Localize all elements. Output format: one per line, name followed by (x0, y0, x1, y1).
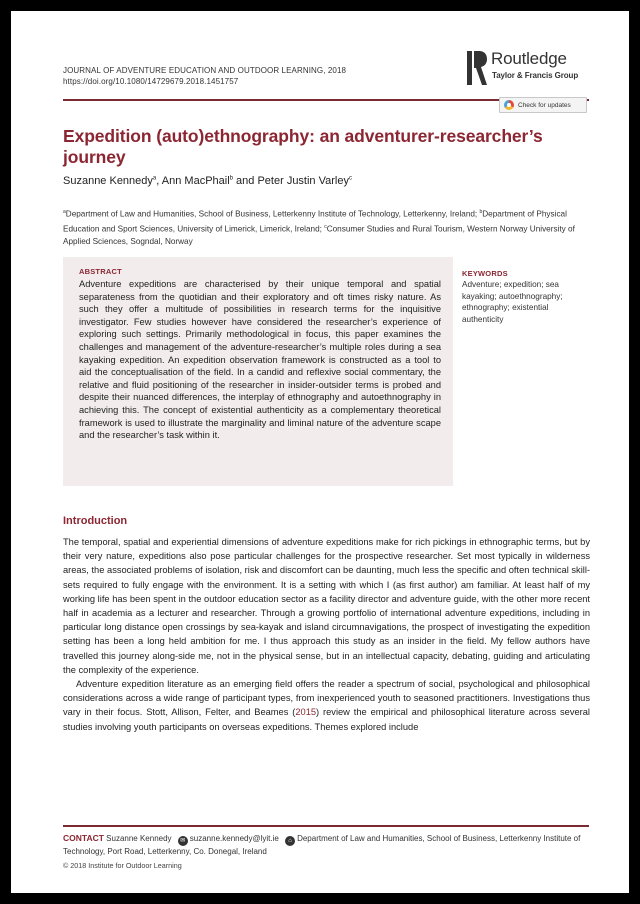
abstract-text: Adventure expeditions are characterised by their unique temporal and spatial separateness from the quotidian and their exploratory and oft times risky nature. As such they offer a multitude of possibilities in research terms for the inquisitive investigator. Few studies however have considered the researcher’s experience of exploring such settings. Primarily methodological in focus, this paper examines the challenges and management of the adventure-researcher’s multiple roles during a sea kayaking expedition. An expedition observation framework is constructed as a tool to aid the conceptualisation of the field. In a candid and reflexive social commentary, the relative and fluid positioning of the researcher in insider-outsider terms is probed and despite their nuanced differences, the interplay of ethnography and autoethnography in achieving this. The concept of existential authenticity as a complementary theoretical framework is used to illustrate the marginality and liminal nature of the adventure scape and the researcher’s task within it. (79, 279, 441, 441)
check-for-updates-button[interactable] (499, 97, 587, 113)
abstract-box (63, 257, 453, 486)
affiliation: Department of Law and Humanities, School of Business, Letterkenny Institute of Technology, Letterkenny, Ireland; (65, 209, 480, 219)
author-separator: and (233, 175, 258, 187)
keywords-list: Adventure; expedition; sea kayaking; autoethnography; ethnography; existential authenticity (462, 280, 563, 324)
author-list (63, 175, 352, 187)
address-icon: ⌂ (285, 836, 295, 846)
citation-link[interactable]: 2015 (295, 707, 317, 718)
abstract-label: ABSTRACT (79, 267, 122, 276)
paragraph-text: Adventure expedition literature as an emerging field offers the reader a spectrum of social, psychological and philosophical considerations across a wide range of participant types, from inexperienced youth to seasoned practitioners. Investigations thus vary in their focus. Stott, Allison, Felter, and Beames ( (63, 679, 590, 718)
check-for-updates-label: Check for updates (518, 101, 571, 109)
keywords-section (462, 269, 592, 325)
contact-name: Suzanne Kennedy (106, 834, 172, 843)
email-icon: ✉ (178, 836, 188, 846)
paragraph: The temporal, spatial and experiential dimensions of adventure expeditions make for rich pickings in ethnographic terms, but by their very nature, expeditions also pose particular challenges for the prospective researcher. Set most typically in wilderness areas, the associated problems of isolation, risk and discomfort can be daunting, much less the specific and often technical skill-sets required to fully engage with the environment. It is a setting with which I (as first author) am familiar. At least half of my working life has been spent in the outdoor education sector as a facility director and adventure guide, with the other more recent half in academia as a lecturer and researcher. Through a growing portfolio of international adventure expeditions, including in particular long distance open crossings by sea-kayak and island circumnavigations, the prospect of investigating the expedition setting has been a long held ambition for me. I thus approach this study as an insider in the field. My fellow authors have travelled this journey along-side me, not in the physical sense, but in an intellectual capacity, debating, guiding and articulating the complexity of the experience. (63, 537, 590, 675)
article-title: Expedition (auto)ethnography: an adventurer-researcher’s journey (63, 126, 543, 167)
contact-info (63, 832, 593, 858)
author-affil-marker: c (348, 175, 352, 182)
routledge-logo (467, 49, 607, 97)
keywords-label: KEYWORDS (462, 269, 508, 278)
journal-name: JOURNAL OF ADVENTURE EDUCATION AND OUTDOOR LEARNING, 2018 (63, 66, 347, 75)
author-affil-marker: b (229, 175, 233, 182)
author-name[interactable]: Suzanne Kennedy (63, 175, 153, 187)
contact-email[interactable]: suzanne.kennedy@lyit.ie (189, 834, 279, 843)
introduction-body (63, 535, 590, 734)
paragraph (63, 677, 590, 734)
author-name[interactable]: Peter Justin Varley (257, 175, 349, 187)
contact-label: CONTACT (63, 833, 104, 843)
section-heading-introduction: Introduction (63, 515, 128, 527)
author-name[interactable]: Ann MacPhail (161, 175, 230, 187)
publisher-name: Routledge (491, 49, 567, 68)
paper-page (11, 11, 629, 893)
affil-marker: c (324, 224, 327, 231)
copyright: © 2018 Institute for Outdoor Learning (63, 861, 182, 870)
affil-marker: b (479, 209, 483, 215)
crossmark-icon (504, 100, 514, 110)
affiliations (63, 206, 603, 249)
contact-address: Department of Law and Humanities, School of Business, Letterkenny Institute of Technology, Port Road, Letterkenny, Co. Donegal, Ireland (63, 834, 581, 856)
affiliation: Consumer Studies and Rural Tourism, Western Norway University of Applied Sciences, Sogndal, Norway (63, 224, 575, 247)
doi-link[interactable]: https://doi.org/10.1080/14729679.2018.1451757 (63, 77, 239, 86)
author-separator: , (156, 175, 162, 187)
routledge-r-icon (467, 49, 487, 89)
author-affil-marker: a (152, 175, 157, 182)
publisher-group: Taylor & Francis Group (492, 71, 579, 80)
affiliation: Department of Physical Education and Sport Sciences, University of Limerick, Limerick, Ireland; (63, 209, 567, 234)
footer-divider (63, 825, 589, 827)
affil-marker: a (63, 209, 66, 215)
paragraph-text: ) review the empirical and philosophical literature across several studies involving youth participants on overseas expeditions. Themes explored include (63, 707, 590, 732)
journal-header (63, 65, 346, 87)
